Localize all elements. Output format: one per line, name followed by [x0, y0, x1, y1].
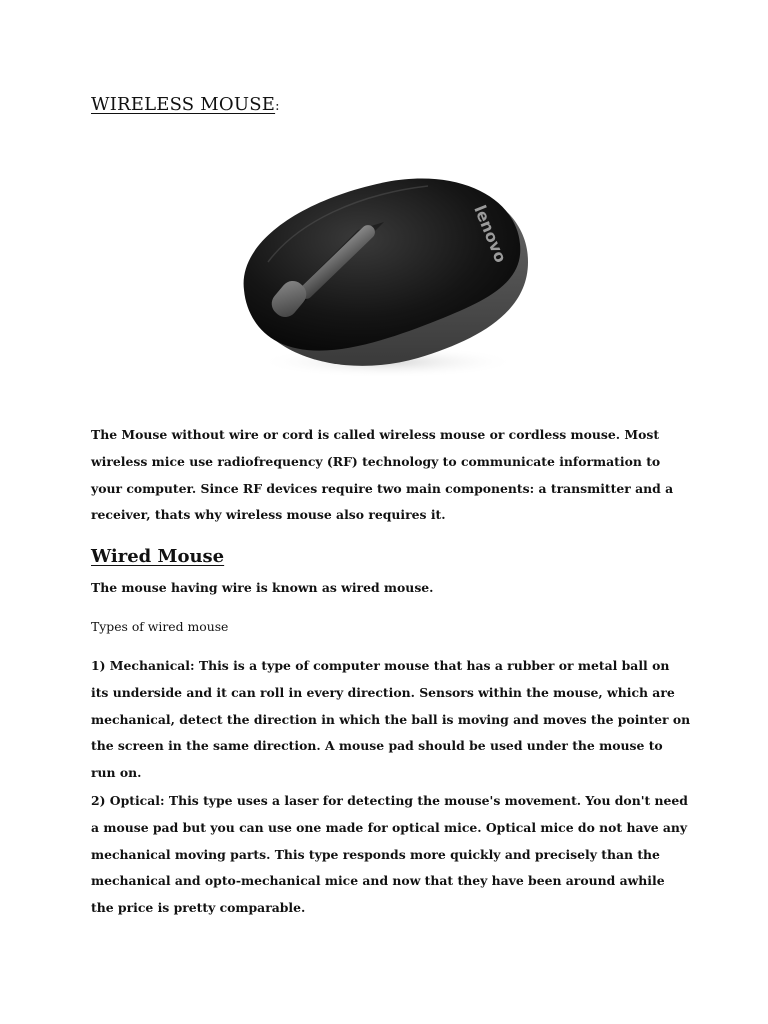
lenovo-logo: lenovo [470, 202, 511, 266]
optical-paragraph: 2) Optical: This type uses a laser for detecting the mouse's movement. You don't need a mouse pad but you can use one made for optical mice. Optical mice do not have any mechanical moving parts. This type responds more quickly and precisely than the mechanical and opto-mechanical mice and now that they have been around awhile the price is pretty comparable. [91, 793, 688, 916]
wireless-description: The Mouse without wire or cord is called wireless mouse or cordless mouse. Most wireless mice use radiofrequency (RF) technology to communicate information to your computer. Since RF devices require two main components: a transmitter and a receiver, thats why wireless mouse also requires it. [91, 427, 674, 523]
mechanical-paragraph: 1) Mechanical: This is a type of computer mouse that has a rubber or metal ball on its underside and it can roll in every direction. Sensors within the mouse, which are mechanical, detect the direction in which the ball is moving and moves the pointer on the screen in the same direction. A mouse pad should be used under the mouse to run on. [91, 658, 691, 781]
wireless-mouse-heading [91, 94, 280, 115]
wireless-mouse-image [238, 172, 534, 380]
wired-intro: The mouse having wire is known as wired mouse. [91, 580, 434, 595]
heading-colon: : [275, 99, 280, 114]
wired-mouse-heading: Wired Mouse [91, 546, 225, 567]
types-label: Types of wired mouse [91, 619, 229, 634]
wireless-mouse-title: WIRELESS MOUSE [91, 94, 276, 115]
